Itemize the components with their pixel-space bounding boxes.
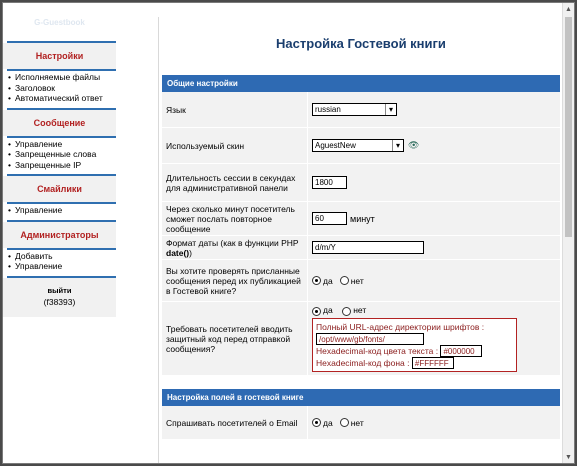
vertical-scrollbar[interactable] <box>562 3 574 463</box>
flood-label: Через сколько минут посетитель сможет послать повторное сообщение <box>166 203 295 234</box>
row-email <box>162 406 560 440</box>
section-header-general: Общие настройки <box>162 75 560 92</box>
font-dir-input[interactable]: /opt/www/gb/fonts/ <box>316 333 424 345</box>
language-select[interactable]: russian ▾ <box>312 103 397 116</box>
sidebar-heading-admins: Администраторы <box>3 222 116 248</box>
browser-viewport <box>2 2 575 464</box>
skin-select[interactable]: AguestNew ▾ <box>312 139 404 152</box>
row-flood <box>162 202 560 236</box>
sidebar <box>3 3 116 463</box>
row-session <box>162 164 560 202</box>
sidebar-item-executable-files[interactable]: • Исполняемые файлы <box>8 72 101 82</box>
session-id: (f38393) <box>43 296 76 307</box>
row-captcha <box>162 302 560 376</box>
sidebar-heading-smilies: Смайлики <box>3 176 116 202</box>
text-color-input[interactable]: #000000 <box>440 345 482 357</box>
sidebar-heading-settings: Настройки <box>3 43 116 69</box>
no-label: нет <box>350 275 364 286</box>
sidebar-item-manage-smilies[interactable]: • Управление <box>8 205 63 215</box>
chevron-down-icon: ▾ <box>392 140 403 151</box>
yes-label: да <box>323 275 333 286</box>
chevron-down-icon: ▾ <box>385 104 396 115</box>
page-title: Настройка Гостевой книги <box>276 36 446 51</box>
yes-label: да <box>323 417 333 428</box>
email-no-radio[interactable] <box>340 418 349 427</box>
email-yes-radio[interactable] <box>312 418 321 427</box>
session-duration-input[interactable]: 1800 <box>312 176 347 189</box>
eye-icon[interactable]: 👁 <box>408 140 420 150</box>
skin-label: Используемый скин <box>166 140 245 151</box>
main-content <box>158 17 563 464</box>
section-header-fields: Настройка полей в гостевой книге <box>162 389 560 406</box>
minutes-unit: минут <box>350 213 375 224</box>
text-color-label: Hexadecimal-код цвета текста : <box>316 345 439 356</box>
font-dir-label: Полный URL-адрес директории шрифтов : <box>316 321 485 332</box>
row-moderation <box>162 260 560 302</box>
date-format-input[interactable]: d/m/Y <box>312 241 424 254</box>
language-label: Язык <box>166 104 186 115</box>
no-label: нет <box>353 305 367 316</box>
sidebar-item-header[interactable]: • Заголовок <box>8 82 55 93</box>
scrollbar-thumb[interactable] <box>565 17 572 237</box>
logout-link[interactable]: выйти <box>47 285 72 295</box>
captcha-settings-box <box>312 318 517 372</box>
sidebar-item-banned-ip[interactable]: • Запрещенные IP <box>8 159 82 170</box>
moderation-yes-radio[interactable] <box>312 276 321 285</box>
scroll-down-icon[interactable]: ▼ <box>565 453 572 461</box>
bg-color-label: Hexadecimal-код фона : <box>316 357 410 368</box>
moderation-no-radio[interactable] <box>340 276 349 285</box>
sidebar-item-auto-reply[interactable]: • Автоматический ответ <box>8 93 103 103</box>
sidebar-item-add-admin[interactable]: • Добавить <box>8 250 53 261</box>
sidebar-logo: G-Guestbook <box>34 17 85 27</box>
scroll-up-icon[interactable]: ▲ <box>565 5 572 13</box>
email-label: Спрашивать посетителей о Email <box>166 417 298 428</box>
captcha-no-radio[interactable] <box>342 307 351 316</box>
sidebar-item-banned-words[interactable]: • Запрещенные слова <box>8 149 97 159</box>
sidebar-item-manage-messages[interactable]: • Управление <box>8 138 63 149</box>
captcha-yes-radio[interactable] <box>312 307 321 316</box>
flood-minutes-input[interactable]: 60 <box>312 212 347 225</box>
row-skin <box>162 128 560 164</box>
captcha-label: Требовать посетителей вводить защитный код перед отправкой сообщения? <box>166 323 293 354</box>
row-date-format <box>162 236 560 260</box>
logout-block <box>3 278 116 317</box>
moderation-label: Вы хотите проверять присланные сообщения перед их публикацией в Гостевой книге? <box>166 265 301 296</box>
sidebar-item-manage-admins[interactable]: • Управление <box>8 261 63 271</box>
yes-label: да <box>323 305 333 316</box>
bg-color-input[interactable]: #FFFFFF <box>412 357 454 369</box>
row-language <box>162 92 560 128</box>
no-label: нет <box>350 417 364 428</box>
date-format-label: Формат даты (как в функции PHP date()) <box>166 237 299 258</box>
session-label: Длительность сессии в секундах для административной панели <box>166 172 296 193</box>
sidebar-heading-messages: Сообщение <box>3 110 116 136</box>
